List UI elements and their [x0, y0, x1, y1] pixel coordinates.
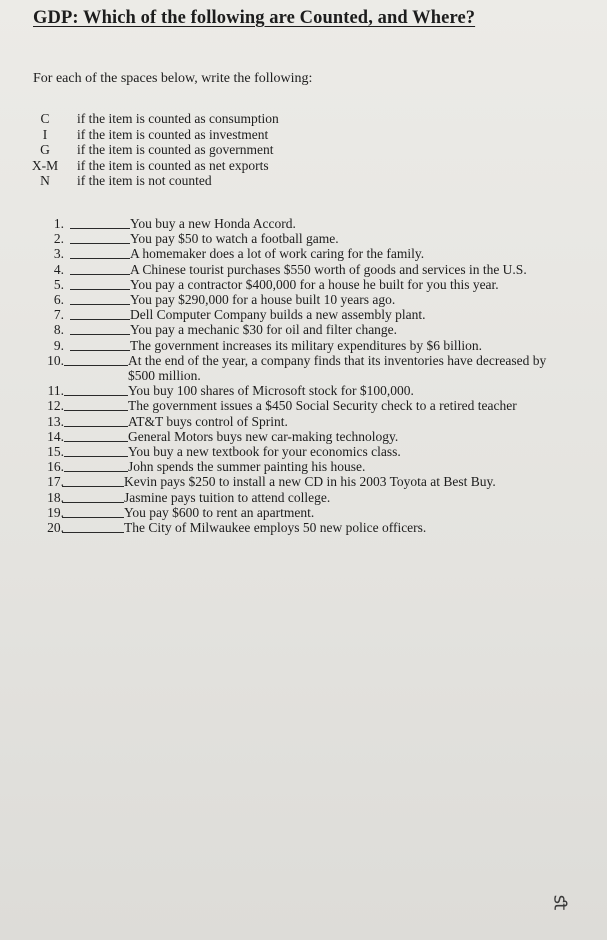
- question-item: [0, 338, 607, 353]
- answer-blank[interactable]: [64, 456, 128, 457]
- question-text: You pay $600 to rent an apartment.: [124, 504, 315, 520]
- legend-code: G: [40, 142, 50, 157]
- answer-blank[interactable]: [70, 243, 130, 244]
- question-number: 12.: [47, 398, 64, 414]
- question-item: [0, 398, 607, 413]
- answer-blank[interactable]: [70, 258, 130, 259]
- question-text: You buy a new Honda Accord.: [130, 216, 296, 231]
- question-text: The City of Milwaukee employs 50 new police officers.: [124, 520, 427, 536]
- question-number: 9.: [53, 337, 64, 353]
- legend: [0, 111, 607, 189]
- answer-blank[interactable]: [70, 274, 130, 275]
- legend-row: [0, 158, 607, 174]
- question-text: A Chinese tourist purchases $550 worth of goods and services in the U.S.: [130, 261, 527, 277]
- question-item: [0, 414, 607, 429]
- question-number: 18.: [47, 489, 64, 505]
- instructions: For each of the spaces below, write the following:: [33, 71, 313, 86]
- question-number: 3.: [53, 246, 64, 262]
- legend-desc: if the item is counted as government: [77, 142, 274, 157]
- question-text: You buy a new textbook for your economics class.: [128, 444, 401, 460]
- question-item: [0, 262, 607, 277]
- answer-blank[interactable]: [62, 517, 124, 518]
- handwritten-mark: ﬆ: [549, 894, 571, 911]
- question-number: 1.: [53, 216, 64, 231]
- question-text: You pay $50 to watch a football game.: [130, 231, 339, 247]
- question-number: 10.: [47, 352, 64, 368]
- question-number: 16.: [47, 459, 64, 475]
- question-item: [0, 353, 607, 383]
- question-item: [0, 246, 607, 261]
- question-number: 2.: [53, 231, 64, 247]
- legend-code: C: [40, 111, 50, 126]
- page-title: GDP: Which of the following are Counted, and Where?: [33, 8, 476, 28]
- question-item: [0, 474, 607, 489]
- legend-row: [0, 142, 607, 158]
- legend-desc: if the item is counted as investment: [77, 126, 269, 142]
- question-number: 5.: [53, 276, 64, 292]
- question-number: 7.: [53, 307, 64, 323]
- answer-blank[interactable]: [70, 350, 130, 351]
- question-number: 15.: [47, 444, 64, 460]
- question-number: 17.: [47, 474, 64, 490]
- question-number: 11.: [47, 383, 64, 399]
- legend-desc: if the item is counted as consumption: [77, 111, 279, 126]
- legend-desc: if the item is counted as net exports: [77, 157, 269, 173]
- question-text: You pay a contractor $400,000 for a house he built for you this year.: [130, 276, 499, 292]
- question-text: A homemaker does a lot of work caring for the family.: [130, 246, 425, 262]
- legend-desc: if the item is not counted: [77, 173, 212, 188]
- answer-blank[interactable]: [70, 319, 130, 320]
- answer-blank[interactable]: [64, 471, 128, 472]
- question-number: 6.: [53, 292, 64, 308]
- answer-blank[interactable]: [62, 486, 124, 487]
- question-item: [0, 383, 607, 398]
- legend-code: X-M: [31, 157, 59, 173]
- legend-row: [0, 111, 607, 127]
- answer-blank[interactable]: [64, 441, 128, 442]
- answer-blank[interactable]: [64, 410, 128, 411]
- question-number: 19.: [47, 504, 64, 520]
- question-item: [0, 429, 607, 444]
- question-text: You buy 100 shares of Microsoft stock for $100,000.: [128, 383, 414, 399]
- question-item: [0, 520, 607, 535]
- question-number: 20.: [47, 520, 64, 536]
- legend-code: N: [40, 173, 50, 188]
- question-item: [0, 490, 607, 505]
- question-number: 4.: [53, 261, 64, 277]
- answer-blank[interactable]: [62, 532, 124, 533]
- question-number: 8.: [53, 322, 64, 338]
- answer-blank[interactable]: [70, 228, 130, 229]
- question-item: [0, 505, 607, 520]
- answer-blank[interactable]: [70, 334, 130, 335]
- question-item: [0, 216, 607, 231]
- question-item: [0, 277, 607, 292]
- question-text: The government issues a $450 Social Security check to a retired teacher: [128, 398, 517, 414]
- question-text: You pay $290,000 for a house built 10 years ago.: [130, 292, 396, 308]
- answer-blank[interactable]: [64, 426, 128, 427]
- question-item: [0, 292, 607, 307]
- legend-row: [0, 173, 607, 189]
- question-text: Kevin pays $250 to install a new CD in his 2003 Toyota at Best Buy.: [124, 474, 496, 490]
- answer-blank[interactable]: [62, 502, 124, 503]
- question-text: At the end of the year, a company finds that its inventories have decreased by $500 million.: [128, 352, 547, 384]
- answer-blank[interactable]: [64, 365, 128, 366]
- answer-blank[interactable]: [70, 304, 130, 305]
- question-item: [0, 459, 607, 474]
- question-number: 13.: [47, 413, 64, 429]
- question-text: You pay a mechanic $30 for oil and filter change.: [130, 322, 398, 338]
- question-item: [0, 322, 607, 337]
- legend-code: I: [42, 126, 48, 142]
- question-text: John spends the summer painting his house.: [128, 459, 366, 475]
- question-list: [0, 216, 607, 535]
- question-text: Jasmine pays tuition to attend college.: [124, 489, 331, 505]
- question-text: Dell Computer Company builds a new assembly plant.: [130, 307, 426, 323]
- answer-blank[interactable]: [64, 395, 128, 396]
- question-number: 14.: [47, 428, 64, 444]
- question-item: [0, 307, 607, 322]
- question-item: [0, 231, 607, 246]
- question-text: AT&T buys control of Sprint.: [128, 413, 288, 429]
- answer-blank[interactable]: [70, 289, 130, 290]
- question-item: [0, 444, 607, 459]
- question-text: General Motors buys new car-making technology.: [128, 428, 399, 444]
- legend-row: [0, 127, 607, 143]
- question-text: The government increases its military expenditures by $6 billion.: [130, 337, 483, 353]
